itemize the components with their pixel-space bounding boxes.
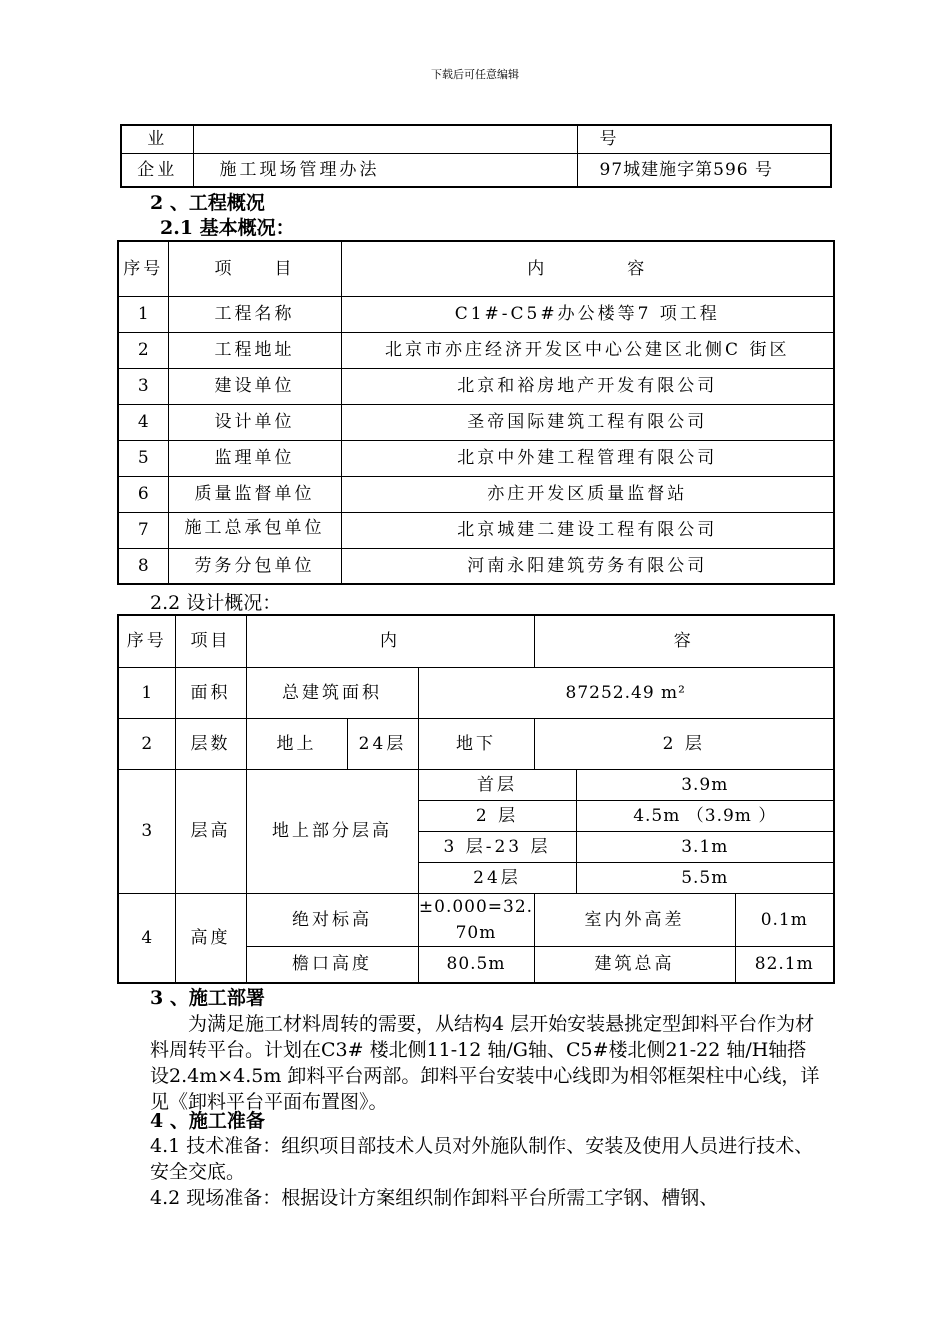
row-content: 圣帝国际建筑工程有限公司 (341, 404, 834, 440)
absolute-elevation-label: 绝对标高 (246, 893, 418, 946)
section-2-title: 2 、工程概况 (150, 192, 265, 214)
row-item: 层数 (175, 718, 246, 769)
header-item: 项 目 (168, 241, 341, 296)
floors-below-label: 地下 (418, 718, 534, 769)
row-no: 3 (118, 368, 168, 404)
row-item: 质量监督单位 (168, 476, 341, 512)
floors-above-label: 地上 (246, 718, 347, 769)
area-label: 总建筑面积 (246, 667, 418, 718)
total-height-label: 建筑总高 (534, 946, 735, 983)
row-content: 北京城建二建设工程有限公司 (341, 512, 834, 548)
page-header: 下载后可任意编辑 (431, 68, 519, 81)
height-diff-value: 0.1m (735, 893, 834, 946)
header-content-left: 内 (246, 615, 534, 667)
row-content: 北京中外建工程管理有限公司 (341, 440, 834, 476)
row-no: 4 (118, 893, 175, 983)
row-item: 设计单位 (168, 404, 341, 440)
floor-height: 3.1m (576, 831, 834, 862)
header-content: 内 容 (341, 241, 834, 296)
section-4-title: 4 、施工准备 (150, 1110, 265, 1132)
header-content-right: 容 (534, 615, 834, 667)
header-no: 序号 (118, 615, 175, 667)
row-content: 北京和裕房地产开发有限公司 (341, 368, 834, 404)
floor-height: 5.5m (576, 862, 834, 893)
row-item: 面积 (175, 667, 246, 718)
row-item: 施工总承包单位 (168, 512, 341, 548)
table-cell: 企业 (121, 153, 193, 187)
header-no: 序号 (118, 241, 168, 296)
total-height-value: 82.1m (735, 946, 834, 983)
regulation-table (120, 124, 832, 188)
row-content: 河南永阳建筑劳务有限公司 (341, 548, 834, 584)
height-diff-label: 室内外高差 (534, 893, 735, 946)
table-cell: 施工现场管理办法 (193, 153, 577, 187)
row-content: 亦庄开发区质量监督站 (341, 476, 834, 512)
row-no: 5 (118, 440, 168, 476)
row-content: 北京市亦庄经济开发区中心公建区北侧C 街区 (341, 332, 834, 368)
eave-height-value: 80.5m (418, 946, 534, 983)
row-no: 2 (118, 332, 168, 368)
table-cell: 97城建施字第596 号 (577, 153, 831, 187)
table-cell: 业 (121, 125, 193, 153)
section-4-1-paragraph: 4.1 技术准备：组织项目部技术人员对外施队制作、安装及使用人员进行技术、安全交底。 (150, 1135, 814, 1183)
basic-info-table (117, 240, 835, 585)
section-2-2-title: 2.2 设计概况： (150, 592, 282, 614)
floor-height-label: 地上部分层高 (246, 769, 418, 893)
floor-height: 3.9m (576, 769, 834, 800)
floor-height: 4.5m （3.9m ） (576, 800, 834, 831)
row-content: C1#-C5#办公楼等7 项工程 (341, 296, 834, 332)
row-item: 建设单位 (168, 368, 341, 404)
section-2-1-title: 2.1 基本概况： (160, 217, 295, 239)
row-item: 监理单位 (168, 440, 341, 476)
row-item: 层高 (175, 769, 246, 893)
row-no: 4 (118, 404, 168, 440)
absolute-elevation-value: ±0.000=32.70m (418, 893, 534, 946)
row-item: 高度 (175, 893, 246, 983)
floor-name: 首层 (418, 769, 576, 800)
row-no: 3 (118, 769, 175, 893)
row-no: 1 (118, 296, 168, 332)
table-cell (193, 125, 577, 153)
area-value: 87252.49 m² (418, 667, 834, 718)
row-item: 劳务分包单位 (168, 548, 341, 584)
table-cell: 号 (577, 125, 831, 153)
header-item: 项目 (175, 615, 246, 667)
floor-name: 2 层 (418, 800, 576, 831)
floor-name: 24层 (418, 862, 576, 893)
floors-above-value: 24层 (347, 718, 418, 769)
design-table (117, 614, 835, 984)
row-no: 8 (118, 548, 168, 584)
row-item: 工程地址 (168, 332, 341, 368)
section-3-title: 3 、施工部署 (150, 987, 265, 1009)
section-3-paragraph: 为满足施工材料周转的需要，从结构4 层开始安装悬挑定型卸料平台作为材料周转平台。计划在C3# 楼北侧11-12 轴/G轴、C5#楼北侧21-22 轴/H轴搭设2.4m×4.5m 卸料平台两部。卸料平台安装中心线即为相邻框架柱中心线，详见《卸料平台平面布置图》。 (150, 1013, 820, 1113)
eave-height-label: 檐口高度 (246, 946, 418, 983)
row-no: 6 (118, 476, 168, 512)
row-no: 1 (118, 667, 175, 718)
section-4-2-paragraph: 4.2 现场准备：根据设计方案组织制作卸料平台所需工字钢、槽钢、 (150, 1187, 719, 1209)
row-no: 7 (118, 512, 168, 548)
row-item: 工程名称 (168, 296, 341, 332)
row-no: 2 (118, 718, 175, 769)
floors-below-value: 2 层 (534, 718, 834, 769)
floor-name: 3 层-23 层 (418, 831, 576, 862)
